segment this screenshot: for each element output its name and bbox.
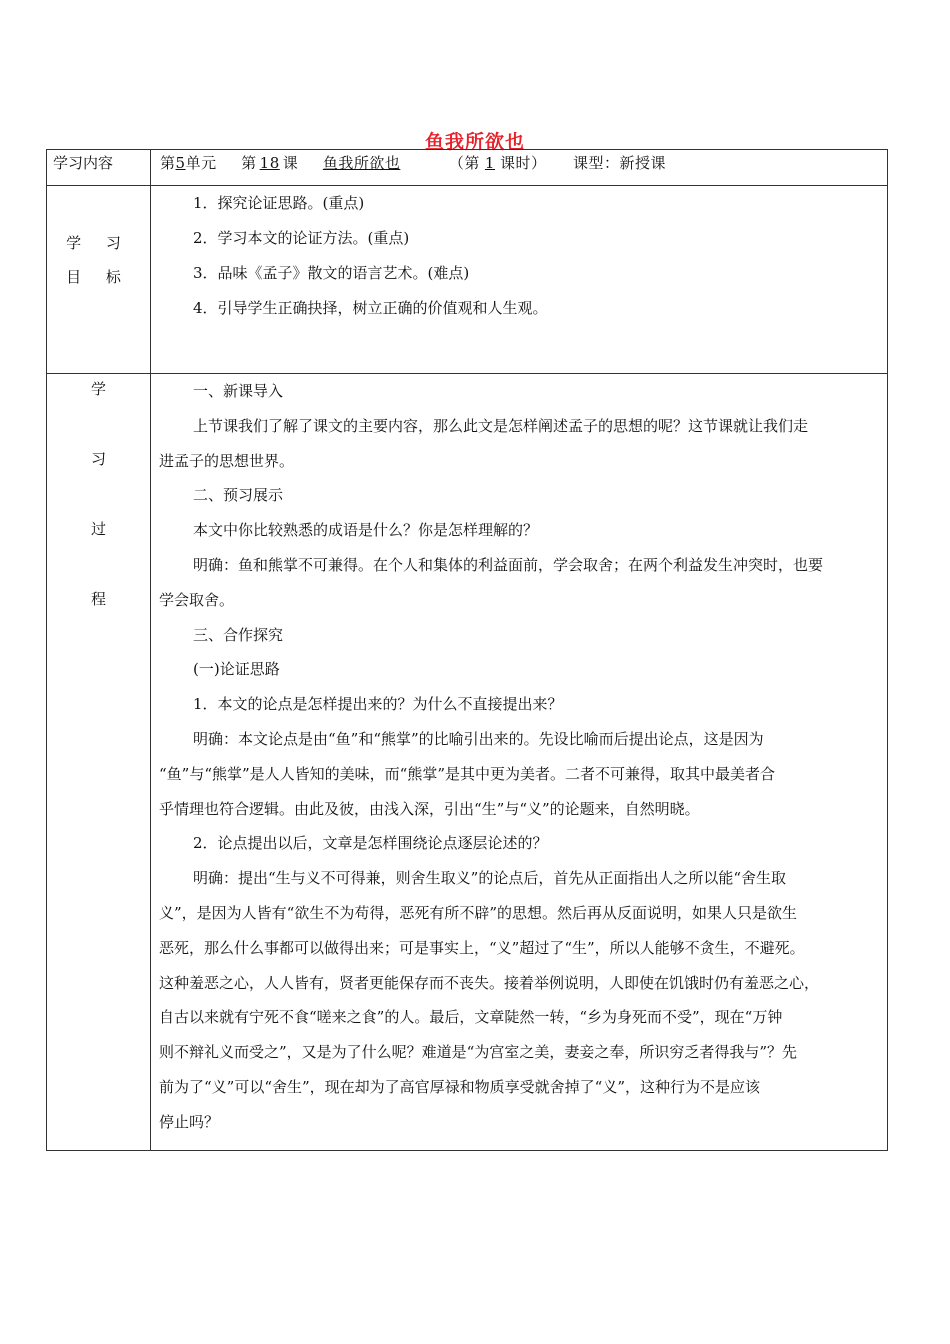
text-line: 自古以来就有宁死不食“嗟来之食”的人。最后，文章陡然一转，“乡为身死而不受”，现在“万钟: [159, 1008, 783, 1027]
process-row: [47, 374, 888, 1151]
objectives-list: [151, 186, 888, 374]
unit-suffix: 单元: [185, 154, 217, 172]
question-line: 2．论点提出以后，文章是怎样围绕论点逐层论述的？: [193, 834, 548, 853]
text-line: 上节课我们了解了课文的主要内容，那么此文是怎样阐述孟子的思想的呢？这节课就让我们走: [193, 416, 809, 435]
text-line: 明确：提出“生与义不可得兼，则舍生取义”的论点后，首先从正面指出人之所以能“舍生取: [193, 869, 787, 888]
lesson-title: 鱼我所欲也: [322, 154, 401, 172]
text-line: 前为了“义”可以“舍生”，现在却为了高官厚禄和物质享受就舍掉了“义”，这种行为不是应该: [159, 1077, 761, 1096]
text-line: 乎情理也符合逻辑。由此及彼，由浅入深，引出“生”与“义”的论题来，自然明晓。: [159, 799, 700, 818]
period-prefix: （第: [448, 154, 480, 172]
process-label-char: 程: [90, 590, 106, 608]
lesson-prefix: 第: [241, 154, 257, 172]
section-heading: 一、新课导入: [193, 382, 284, 400]
process-label: [47, 374, 151, 1151]
unit-prefix: 第: [160, 154, 176, 172]
text-line: 义”，是因为人皆有“欲生不为苟得，恶死有所不辟”的思想。然后再从反面说明，如果人只是欲生: [159, 903, 798, 922]
objective-item: 3．品味《孟子》散文的语言艺术。(难点): [193, 264, 470, 282]
header-row: [47, 150, 888, 186]
process-label-char: 过: [90, 520, 106, 538]
header-info: [151, 150, 888, 186]
text-line: 则不辩礼义而受之”，又是为了什么呢？难道是“为宫室之美，妻妾之奉，所识穷乏者得我与”？先: [159, 1043, 798, 1062]
lesson-type: 课型：新授课: [573, 154, 667, 172]
text-line: 停止吗？: [159, 1112, 220, 1131]
process-label-char: 学: [90, 380, 106, 398]
text-line: “鱼”与“熊掌”是人人皆知的美味，而“熊掌”是其中更为美者。二者不可兼得，取其中最美者合: [159, 764, 776, 783]
objective-item: 2．学习本文的论证方法。(重点): [193, 229, 410, 247]
process-content: [151, 374, 888, 1151]
subsection-heading: (一)论证思路: [193, 660, 280, 679]
section-heading: 三、合作探究: [193, 625, 284, 644]
text-line: 明确：本文论点是由“鱼”和“熊掌”的比喻引出来的。先设比喻而后提出论点，这是因为: [193, 729, 764, 748]
period-suffix: 课时）: [499, 154, 547, 172]
process-label-char: 习: [90, 450, 106, 468]
text-line: 学会取舍。: [159, 590, 235, 609]
period-number: 1: [484, 154, 495, 172]
header-label: 学习内容: [47, 150, 151, 186]
lesson-plan-table: [46, 149, 888, 1151]
objectives-label: [47, 186, 151, 374]
question-line: 1．本文的论点是怎样提出来的？为什么不直接提出来？: [193, 695, 563, 714]
objectives-row: [47, 186, 888, 374]
text-line: 进孟子的思想世界。: [159, 451, 295, 470]
lesson-suffix: 课: [282, 154, 299, 172]
text-line: 恶死，那么什么事都可以做得出来；可是事实上，“义”超过了“生”，所以人能够不贪生，不避死。: [159, 938, 805, 957]
objective-item: 4．引导学生正确抉择，树立正确的价值观和人生观。: [193, 299, 548, 317]
unit-number: 5: [175, 154, 186, 172]
page-title: 鱼我所欲也: [424, 131, 525, 153]
lesson-number: 18: [259, 154, 280, 172]
objectives-label-line2: 目 标: [66, 268, 131, 286]
text-line: 本文中你比较熟悉的成语是什么？你是怎样理解的？: [193, 521, 539, 540]
objectives-label-line1: 学 习: [66, 234, 131, 252]
section-heading: 二、预习展示: [193, 486, 284, 505]
text-line: 明确：鱼和熊掌不可兼得。在个人和集体的利益面前，学会取舍；在两个利益发生冲突时，也要: [193, 555, 824, 574]
text-line: 这种羞恶之心，人人皆有，贤者更能保存而不丧失。接着举例说明，人即使在饥饿时仍有羞恶之心，: [159, 973, 820, 992]
objective-item: 1．探究论证思路。(重点): [193, 194, 365, 212]
